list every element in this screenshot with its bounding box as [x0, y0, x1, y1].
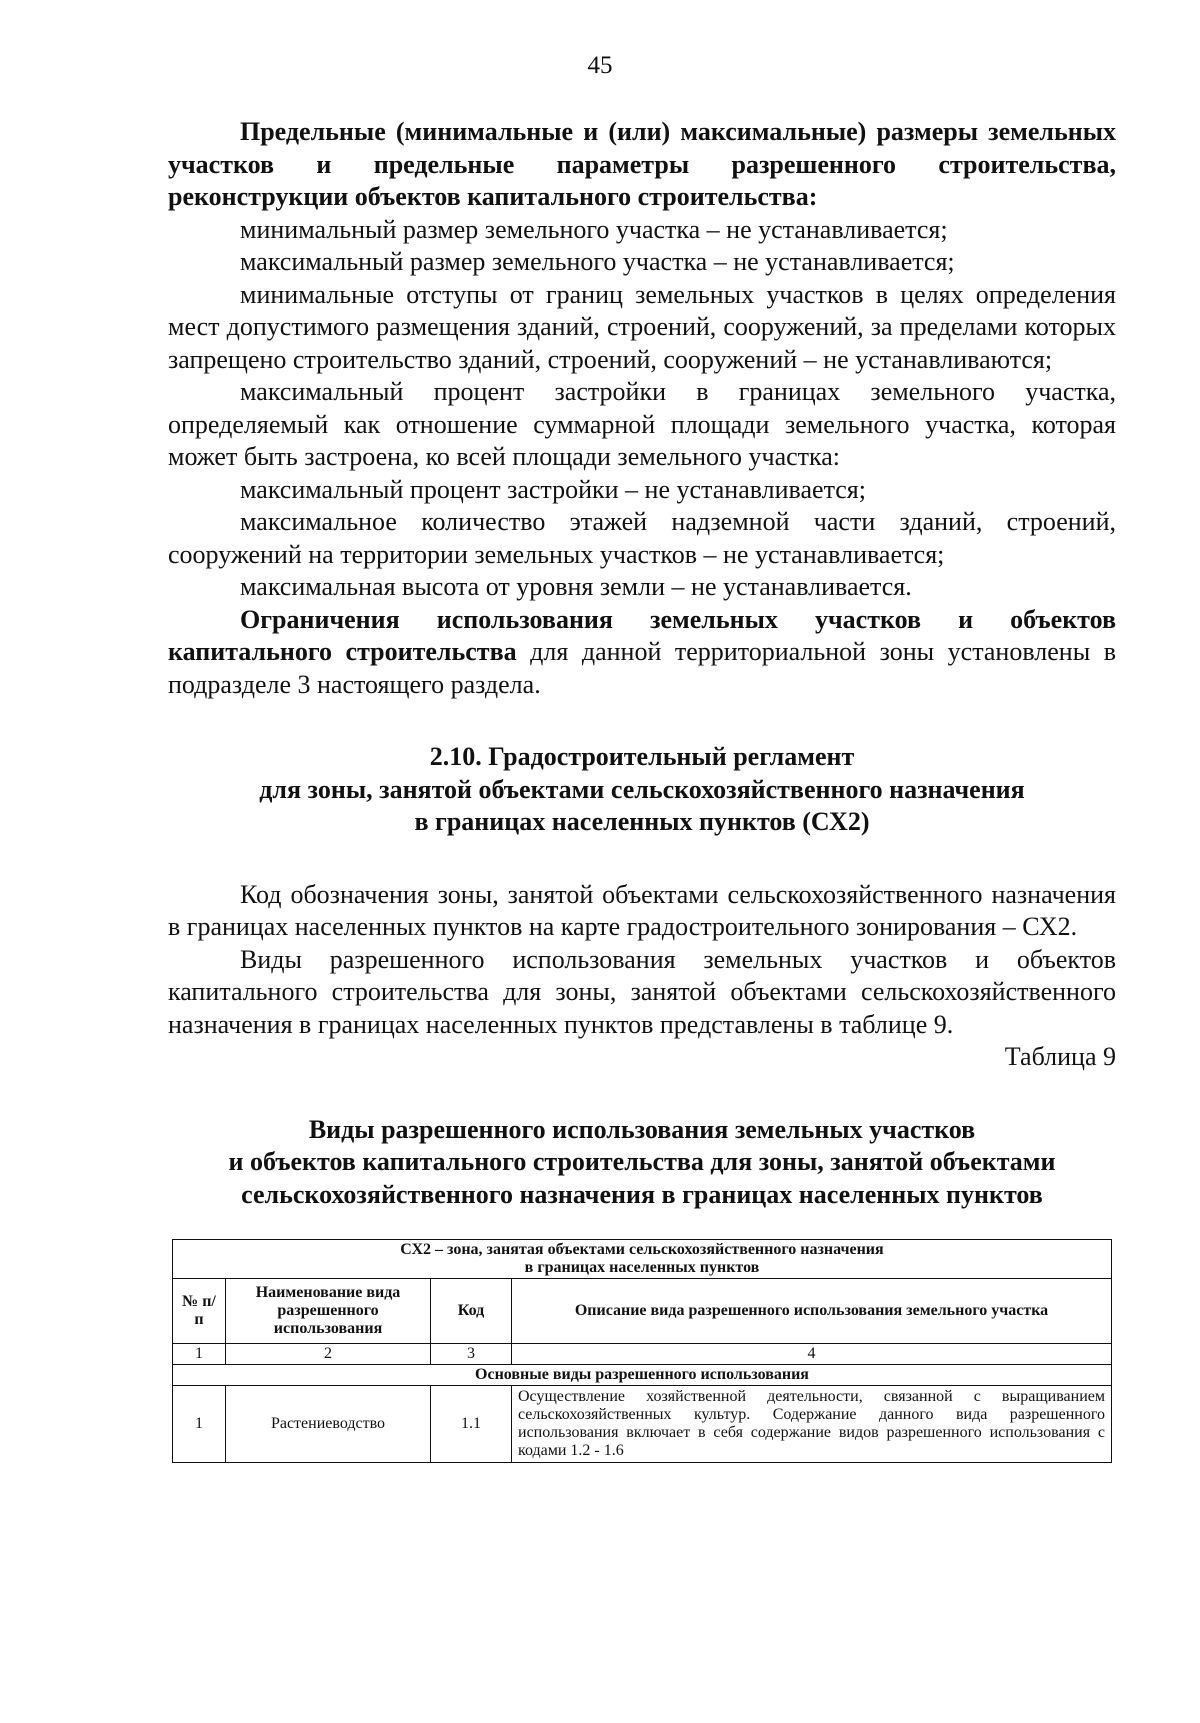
limits-max-height: максимальная высота от уровня земли – не устанавливается. — [240, 572, 912, 601]
table-zone-header-line-2: в границах населенных пунктов — [524, 1259, 760, 1276]
group-title: Основные виды разрешенного использования — [173, 1365, 1112, 1386]
column-header-name: Наименование вида разрешенного использования — [226, 1279, 431, 1344]
restrictions-bold: Ограничения использования земельных участков и объектов капитального строительства — [168, 604, 1116, 666]
limits-max-size: максимальный размер земельного участка – не устанавливается; — [240, 247, 955, 276]
table-column-header-row — [173, 1279, 1112, 1344]
limits-max-percent: максимальный процент застройки – не устанавливается; — [240, 474, 866, 504]
page-number: 45 — [587, 52, 613, 79]
limits-max-percent-definition: максимальный процент застройки в границах земельного участка, определяемый как отношение суммарной площади земельного участка, которая может быть застроена, ко всей площади земельного участка: — [168, 377, 1116, 471]
row-code: 1.1 — [431, 1386, 512, 1463]
column-header-num: № п/п — [173, 1279, 226, 1344]
table-title-line-3: сельскохозяйственного назначения в границах населенных пунктов — [241, 1179, 1043, 1209]
limits-min-size: минимальный размер земельного участка – не устанавливается; — [240, 214, 948, 244]
section-title-line-1: 2.10. Градостроительный регламент — [429, 742, 855, 771]
column-number-1: 1 — [173, 1344, 226, 1365]
allowed-uses-table — [172, 1239, 1112, 1463]
column-number-2: 2 — [226, 1344, 431, 1365]
row-description: Осуществление хозяйственной деятельности, связанной с выращиванием сельскохозяйственных культур. Содержание данного вида разрешенного использования включает в себя содержание видов разрешенного использования с кодами 1.2 - 1.6 — [512, 1386, 1112, 1463]
table-title-line-2: и объектов капитального строительства для зоны, занятой объектами — [228, 1147, 1056, 1176]
limits-max-floors: максимальное количество этажей надземной части зданий, строений, сооружений на территории земельных участков – не устанавливается; — [168, 507, 1116, 569]
column-number-3: 3 — [431, 1344, 512, 1365]
limits-min-offsets: минимальные отступы от границ земельных участков в целях определения мест допустимого размещения зданий, строений, сооружений, за пределами которых запрещено строительство зданий, строений, сооружений – не устанавливаются; — [168, 279, 1116, 374]
table-label: Таблица 9 — [1004, 1042, 1116, 1071]
section-title-line-2: для зоны, занятой объектами сельскохозяйственного назначения — [259, 774, 1025, 804]
table-zone-header-line-1: СХ2 – зона, занятая объектами сельскохозяйственного назначения — [400, 1241, 884, 1258]
zone-code-paragraph: Код обозначения зоны, занятой объектами сельскохозяйственного назначения в границах населенных пунктов на карте градостроительного зонирования – СХ2. — [168, 879, 1116, 941]
table-title-line-1: Виды разрешенного использования земельных участков — [308, 1114, 976, 1144]
row-num: 1 — [173, 1386, 226, 1463]
table-column-number-row — [173, 1344, 1112, 1365]
table-zone-header — [173, 1240, 1112, 1279]
column-header-description: Описание вида разрешенного использования земельного участка — [512, 1279, 1112, 1344]
section-title-line-3: в границах населенных пунктов (СХ2) — [414, 807, 870, 836]
table-zone-header-row — [173, 1240, 1112, 1279]
limits-heading: Предельные (минимальные и (или) максимальные) размеры земельных участков и предельные параметры разрешенного строительства, реконструкции объектов капитального строительства: — [168, 117, 1116, 211]
allowed-uses-paragraph: Виды разрешенного использования земельных участков и объектов капитального строительства для зоны, занятой объектами сельскохозяйственного назначения в границах населенных пунктов представлены в таблице 9. — [168, 944, 1116, 1039]
row-name: Растениеводство — [226, 1386, 431, 1463]
restrictions-rest: для данной территориальной зоны установлены в подразделе 3 настоящего раздела. — [168, 637, 1116, 699]
column-header-code: Код — [431, 1279, 512, 1344]
table-row — [173, 1386, 1112, 1463]
table-group-row — [173, 1365, 1112, 1386]
column-number-4: 4 — [512, 1344, 1112, 1365]
restrictions-paragraph — [168, 604, 1116, 702]
document-body — [168, 116, 1116, 1463]
